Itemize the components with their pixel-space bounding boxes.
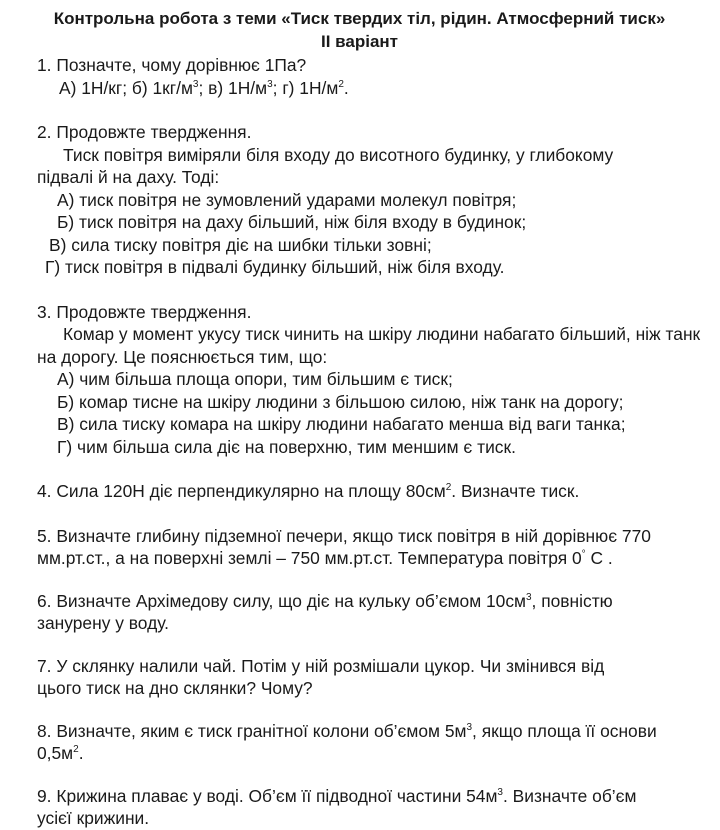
question-3-option-a: А) чим більша площа опори, тим більшим є тиск; xyxy=(57,369,453,389)
question-2-option-a: А) тиск повітря не зумовлений ударами молекул повітря; xyxy=(57,189,517,210)
question-3-text: 3. Продовжте твердження. xyxy=(37,301,252,322)
question-3-option-b: Б) комар тисне на шкіру людини з більшою силою, ніж танк на дорогу; xyxy=(57,391,624,412)
question-9-line-2: усієї крижини. xyxy=(37,808,150,828)
question-3-stem-line-2: на дорогу. Це пояснюється тим, що: xyxy=(37,346,328,367)
question-5-line-1: 5. Визначте глибину підземної печери, якщо тиск повітря в ній дорівнює 770 xyxy=(37,525,651,546)
option-d: г) $1Н/м^2$. xyxy=(282,77,349,98)
question-2-text: 2. Продовжте твердження. xyxy=(37,122,252,142)
question-2 xyxy=(37,121,700,279)
question-7 xyxy=(37,655,700,700)
option-c: в) $1Н/м^3$; xyxy=(208,77,278,98)
question-2-stem-line-2: підвалі й на даху. Тоді: xyxy=(37,167,220,187)
question-8 xyxy=(37,720,700,765)
question-8-line-1: 8. Визначте, яким є тиск гранітної колони об’ємом $5м^3$, якщо площа її основи xyxy=(37,720,657,741)
option-b: б) $1кг/м^3$; xyxy=(131,77,204,98)
question-2-option-c: В) сила тиску повітря діє на шибки тільки зовні; xyxy=(49,234,432,255)
variant-label: ІІ варіант xyxy=(320,32,398,51)
question-1 xyxy=(37,54,700,99)
question-3-option-c: В) сила тиску комара на шкіру людини набагато менша від ваги танка; xyxy=(57,414,626,434)
question-3-option-d: Г) чим більша сила діє на поверхню, тим меншим є тиск. xyxy=(57,436,516,457)
document-title: Контрольна робота з теми «Тиск твердих тіл, рідин. Атмосферний тиск» xyxy=(53,9,666,28)
question-3-stem-line-1: Комар у момент укусу тиск чинить на шкіру людини набагато більший, ніж танк xyxy=(63,324,701,344)
question-6-line-2: занурену у воду. xyxy=(37,613,170,633)
question-5-line-2: мм.рт.ст., а на поверхні землі – 750 мм.рт.ст. Температура повітря 0° С . xyxy=(37,548,613,568)
question-5 xyxy=(37,525,700,570)
question-7-line-2: цього тиск на дно склянки? Чому? xyxy=(37,678,313,698)
question-9 xyxy=(37,785,700,830)
question-1-options xyxy=(37,77,700,100)
question-2-option-d: Г) тиск повітря в підвалі будинку більший, ніж біля входу. xyxy=(45,257,505,277)
question-3 xyxy=(37,301,700,459)
option-a: А) 1Н/кг; xyxy=(59,77,128,98)
question-6 xyxy=(37,590,700,635)
document-header xyxy=(19,8,700,54)
question-2-option-b: Б) тиск повітря на даху більший, ніж біля входу в будинок; xyxy=(57,212,527,232)
question-4 xyxy=(37,480,700,503)
question-2-stem-line-1: Тиск повітря виміряли біля входу до висотного будинку, у глибокому xyxy=(63,144,614,165)
question-1-text: 1. Позначте, чому дорівнює 1Па? xyxy=(37,55,307,75)
question-7-line-1: 7. У склянку налили чай. Потім у ній розмішали цукор. Чи змінився від xyxy=(37,655,605,676)
question-4-text: 4. Сила 120Н діє перпендикулярно на площу $80см^2$. Визначте тиск. xyxy=(37,481,580,501)
question-8-line-2: $0,5м^2$. xyxy=(37,743,84,763)
question-9-line-1: 9. Крижина плаває у воді. Об’єм її підводної частини $54м^3$. Визначте об’єм xyxy=(37,785,637,806)
question-6-line-1: 6. Визначте Архімедову силу, що діє на кульку об’ємом $10см^3$, повністю xyxy=(37,590,613,611)
